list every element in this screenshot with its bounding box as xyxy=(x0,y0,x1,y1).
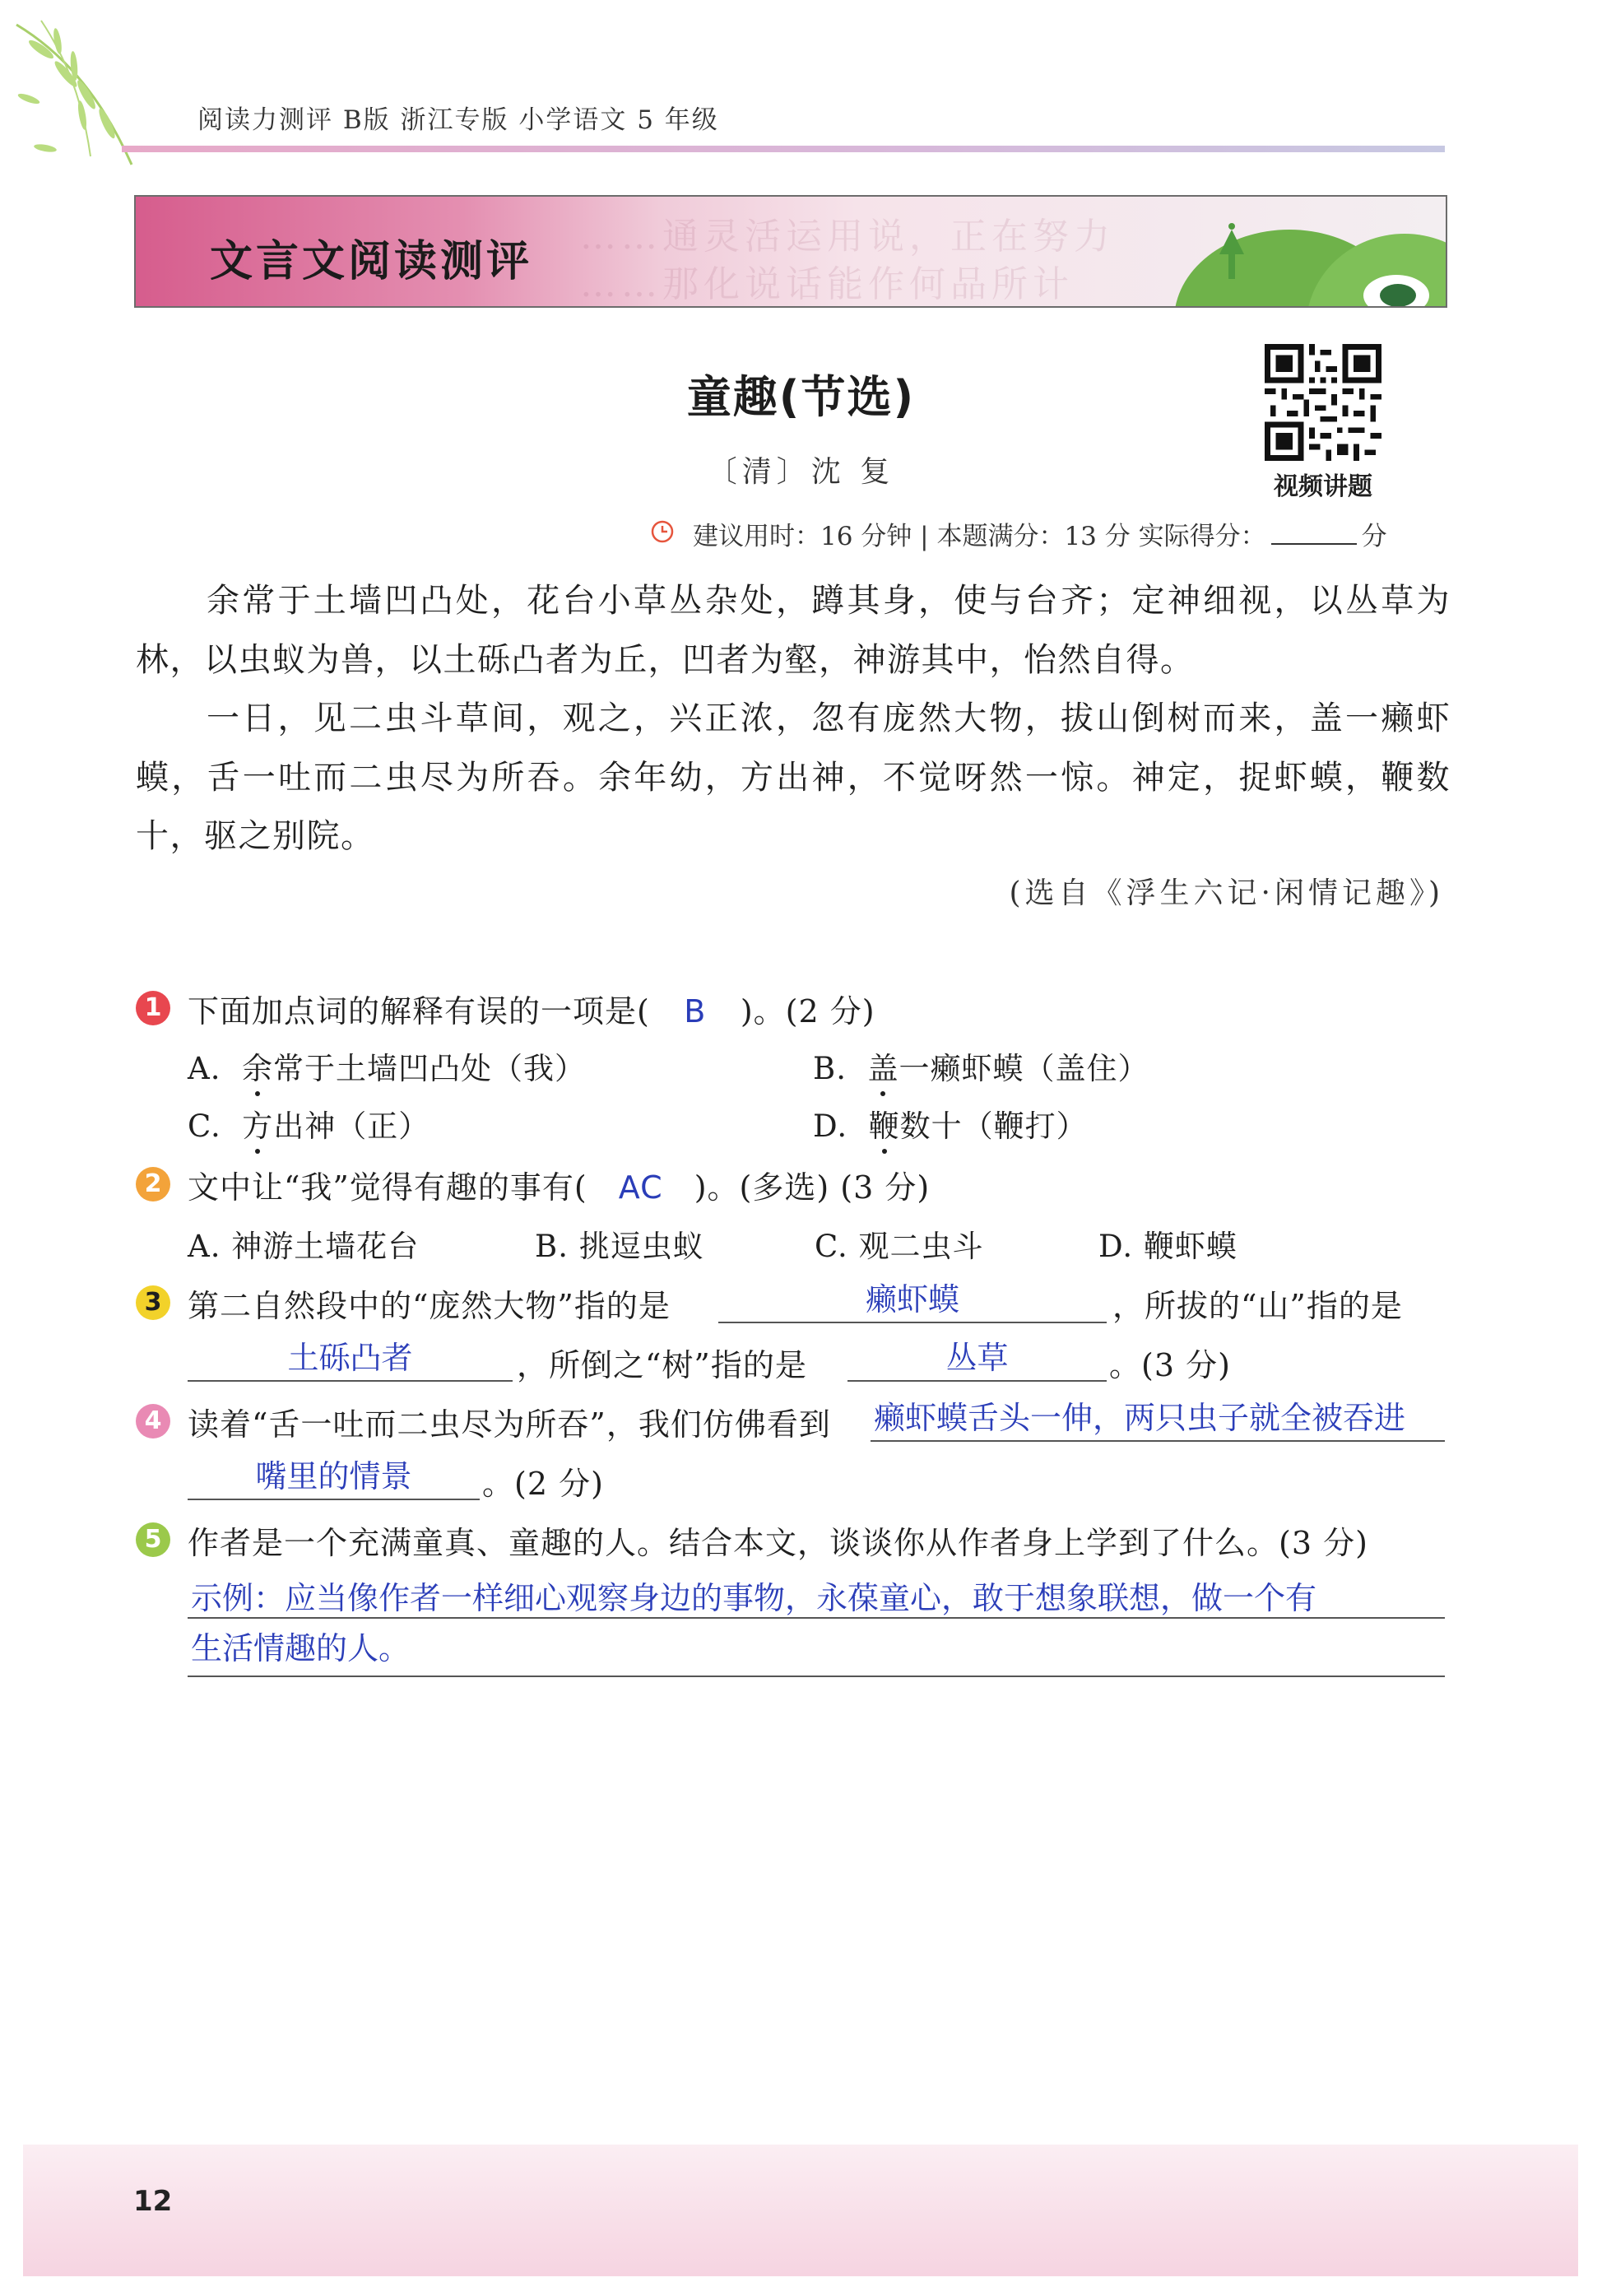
question-number-5: 5 xyxy=(136,1522,170,1557)
question-5-answer-line-2: 生活情趣的人。 xyxy=(191,1630,411,1666)
time-score-text: 建议用时：16 分钟 | 本题满分：13 分 实际得分： xyxy=(693,522,1266,551)
section-title: 文言文阅读测评 xyxy=(210,236,533,286)
score-unit: 分 xyxy=(1361,522,1387,551)
question-2-option-a: A. 神游土墙花台 xyxy=(188,1229,420,1264)
province-badge: 浙 xyxy=(128,95,165,139)
question-3-blank-2[interactable] xyxy=(188,1380,513,1382)
question-number-1: 1 xyxy=(136,991,170,1025)
question-4-text-1: 读着“舌一吐而二虫尽为所吞”，我们仿佛看到 xyxy=(188,1406,831,1443)
question-4-blank-1[interactable] xyxy=(871,1440,1445,1442)
question-3-blank-1[interactable] xyxy=(718,1322,1107,1323)
question-4-answer-2: 嘴里的情景 xyxy=(255,1458,412,1494)
question-1-option-c: C. 方出神（正） xyxy=(188,1101,430,1146)
footer-band xyxy=(23,2145,1578,2276)
question-1-score: )。(2 分) xyxy=(740,993,875,1029)
banner-ghost-text: ……通灵活运用说，正在努力 xyxy=(580,216,1115,258)
question-5-text: 作者是一个充满童真、童趣的人。结合本文，谈谈你从作者身上学到了什么。(3 分) xyxy=(188,1525,1368,1561)
header-rule xyxy=(122,146,1445,152)
answer-line[interactable] xyxy=(188,1617,1445,1619)
question-2-option-c: C. 观二虫斗 xyxy=(815,1229,984,1264)
question-2-option-b: B. 挑逗虫蚁 xyxy=(535,1229,704,1264)
question-number-2: 2 xyxy=(136,1167,170,1201)
section-banner xyxy=(134,195,1447,308)
article-author: 〔清〕沈 复 xyxy=(707,455,895,489)
question-3-text-1: 第二自然段中的“庞然大物”指的是 xyxy=(188,1288,671,1324)
question-2-stem xyxy=(188,1162,930,1207)
qr-caption: 视频讲题 xyxy=(1274,472,1372,501)
dotted-word: 盖 xyxy=(867,1043,899,1088)
question-1-stem xyxy=(188,986,875,1031)
actual-score-blank[interactable] xyxy=(1271,522,1357,545)
page-number: 12 xyxy=(133,2185,173,2218)
answer-line[interactable] xyxy=(188,1676,1445,1677)
question-1-option-d: D. 鞭数十（鞭打） xyxy=(813,1101,1088,1146)
running-header: 阅读力测评 B版 浙江专版 小学语文 5 年级 xyxy=(197,105,719,135)
qr-code-icon[interactable] xyxy=(1265,344,1381,461)
question-2-score: )。(多选) (3 分) xyxy=(694,1169,931,1206)
question-2-text: 文中让“我”觉得有趣的事有( xyxy=(188,1169,587,1206)
question-3-text-2: ，所拔的“山”指的是 xyxy=(1112,1288,1403,1324)
time-score-info xyxy=(693,515,1387,552)
question-3-blank-3[interactable] xyxy=(847,1380,1107,1382)
question-5-answer-line-1: 示例：应当像作者一样细心观察身边的事物，永葆童心，敢于想象联想，做一个有 xyxy=(191,1580,1317,1616)
question-2-answer[interactable]: AC xyxy=(618,1169,663,1206)
question-3-text-4: 。(3 分) xyxy=(1109,1347,1231,1383)
passage-paragraph-2: 一日，见二虫斗草间，观之，兴正浓，忽有庞然大物，拔山倒树而来，盖一癞虾蟆，舌一吐而二虫尽为所吞。余年幼，方出神，不觉呀然一惊。神定，捉虾蟆，鞭数十，驱之别院。 xyxy=(136,699,1451,855)
banner-ghost-text: ……那化说话能作何品所计 xyxy=(580,263,1074,305)
question-number-4: 4 xyxy=(136,1404,170,1438)
question-3-answer-1: 癞虾蟆 xyxy=(865,1281,959,1318)
article-title: 童趣(节选) xyxy=(686,371,916,423)
question-3-answer-2: 土砾凸者 xyxy=(287,1340,413,1376)
question-1-option-a: A. 余常于土墙凹凸处（我） xyxy=(188,1043,586,1088)
hill-pagoda-illustration xyxy=(1133,197,1446,308)
question-number-3: 3 xyxy=(136,1285,170,1320)
question-3-answer-3: 丛草 xyxy=(945,1340,1009,1376)
question-4-blank-2[interactable] xyxy=(188,1499,480,1500)
clock-icon xyxy=(650,519,675,544)
passage-paragraph-1: 余常于土墙凹凸处，花台小草丛杂处，蹲其身，使与台齐；定神细视，以丛草为林，以虫蚁为兽，以土砾凸者为丘，凹者为壑，神游其中，怡然自得。 xyxy=(136,582,1451,679)
dotted-word: 余 xyxy=(242,1043,273,1088)
dotted-word: 鞭 xyxy=(869,1101,900,1146)
question-4-text-2: 。(2 分) xyxy=(482,1466,604,1502)
question-3-text-3: ，所倒之“树”指的是 xyxy=(517,1347,807,1383)
question-1-text: 下面加点词的解释有误的一项是( xyxy=(188,993,650,1029)
passage-source: (选自《浮生六记·闲情记趣》) xyxy=(1009,876,1444,910)
dotted-word: 方 xyxy=(242,1101,273,1146)
question-2-option-d: D. 鞭虾蟆 xyxy=(1098,1229,1237,1264)
question-4-answer-1: 癞虾蟆舌头一伸，两只虫子就全被吞进 xyxy=(874,1400,1406,1436)
classical-passage xyxy=(136,572,1451,867)
question-1-option-b: B. 盖一癞虾蟆（盖住） xyxy=(813,1043,1149,1088)
question-1-answer[interactable]: B xyxy=(684,993,707,1029)
